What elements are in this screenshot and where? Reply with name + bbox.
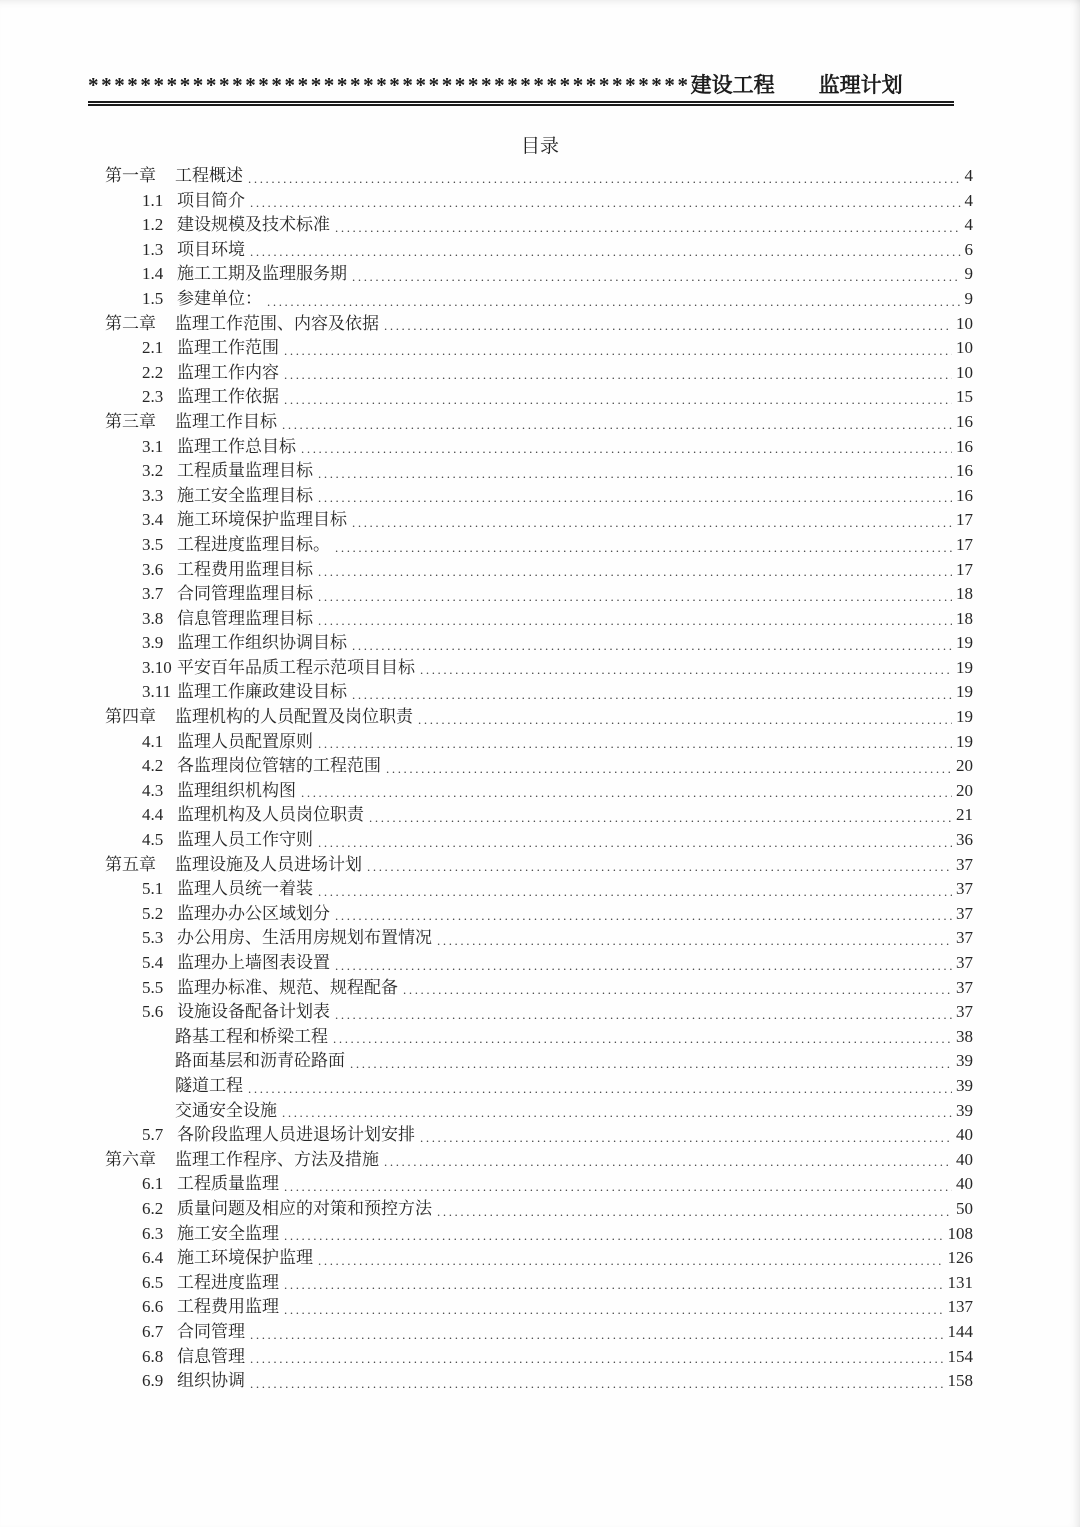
toc-entry-label: 监理工作范围	[177, 338, 279, 358]
toc-entry	[105, 1295, 973, 1320]
toc-entry-page: 17	[956, 559, 973, 579]
toc-leader-dots	[335, 213, 961, 238]
toc-entry-number: 6.8	[142, 1346, 164, 1366]
toc-entry-number: 6.1	[142, 1174, 164, 1194]
toc-entry	[105, 853, 973, 878]
toc-entry-page: 16	[956, 411, 973, 431]
toc-entry-label: 办公用房、生活用房规划布置情况	[177, 928, 432, 948]
toc-entry	[105, 1246, 973, 1271]
toc-entry	[105, 361, 973, 386]
toc-entry-page: 37	[956, 854, 973, 874]
toc-entry	[105, 459, 973, 484]
toc-entry-label: 监理人员工作守则	[177, 830, 313, 850]
toc-entry-number: 1.1	[142, 190, 164, 210]
toc-entry-number: 3.7	[142, 584, 164, 604]
toc-leader-dots	[318, 558, 952, 583]
toc-entry-number: 1.3	[142, 239, 164, 259]
toc-entry	[105, 1222, 973, 1247]
toc-entry-page: 40	[956, 1125, 973, 1145]
toc-leader-dots	[386, 754, 952, 779]
toc-leader-dots	[284, 1295, 944, 1320]
toc-entry-number: 6.7	[142, 1321, 164, 1341]
toc-entry-label: 工程费用监理	[177, 1297, 279, 1317]
toc-entry-label: 监理工作内容	[177, 362, 279, 382]
toc-entry-page: 17	[956, 534, 973, 554]
toc-entry-label: 建设规模及技术标准	[177, 215, 330, 235]
toc-entry-page: 18	[956, 608, 973, 628]
toc-entry-number: 6.2	[142, 1198, 164, 1218]
toc-entry-page: 39	[956, 1075, 973, 1095]
toc-entry-page: 38	[956, 1026, 973, 1046]
toc-entry	[105, 1148, 973, 1173]
toc-leader-dots	[335, 533, 952, 558]
toc-entry-page: 154	[947, 1346, 973, 1366]
toc-entry-number: 2.3	[142, 387, 164, 407]
toc-entry-label: 监理设施及人员进场计划	[175, 854, 362, 874]
toc-entry	[105, 1320, 973, 1345]
header-stars: **********************************************	[88, 73, 691, 97]
toc-leader-dots	[335, 951, 952, 976]
toc-entry-page: 4	[964, 166, 973, 185]
toc-entry	[105, 1197, 973, 1222]
toc-entry	[105, 508, 973, 533]
toc-entry-page: 19	[956, 707, 973, 727]
toc-entry-number: 第六章	[105, 1149, 156, 1169]
toc-entry	[105, 828, 973, 853]
toc-entry-label: 平安百年品质工程示范项目目标	[177, 657, 415, 677]
toc-entry-label: 施工环境保护监理目标	[177, 510, 347, 530]
toc-entry-label: 施工工期及监理服务期	[177, 264, 347, 284]
toc-leader-dots	[418, 705, 952, 730]
toc-entry-page: 158	[947, 1371, 973, 1391]
toc-leader-dots	[420, 1123, 952, 1148]
toc-leader-dots	[352, 631, 952, 656]
toc-leader-dots	[318, 582, 952, 607]
toc-leader-dots	[437, 1197, 952, 1222]
toc-leader-dots	[284, 361, 952, 386]
toc-entry-label: 监理机构及人员岗位职责	[177, 805, 364, 825]
toc-entry-number: 2.1	[142, 338, 164, 358]
toc-entry-label: 路基工程和桥梁工程	[175, 1026, 328, 1046]
toc-leader-dots	[248, 1074, 952, 1099]
header-title-doc-type: 监理计划	[818, 73, 903, 97]
toc-entry-number: 5.5	[142, 977, 164, 997]
toc-leader-dots	[403, 976, 952, 1001]
toc-entry-number: 4.5	[142, 830, 164, 850]
toc-entry-number: 3.2	[142, 461, 164, 481]
toc-entry-label: 合同管理监理目标	[177, 584, 313, 604]
toc-entry-label: 各监理岗位管辖的工程范围	[177, 756, 381, 776]
toc-entry	[105, 1345, 973, 1370]
toc-leader-dots	[352, 508, 952, 533]
toc-entry	[105, 1123, 973, 1148]
toc-entry-page: 10	[956, 338, 973, 358]
toc-entry-label: 监理工作目标	[175, 411, 277, 431]
toc-entry	[105, 336, 973, 361]
toc-entry-number: 5.1	[142, 879, 164, 899]
toc-entry-number: 4.4	[142, 805, 164, 825]
toc-entry	[105, 779, 973, 804]
toc-entry-page: 10	[956, 362, 973, 382]
toc-entry-number: 5.3	[142, 928, 164, 948]
toc-entry-label: 工程进度监理	[177, 1272, 279, 1292]
toc-entry	[105, 1049, 973, 1074]
toc-entry-label: 信息管理	[177, 1346, 245, 1366]
toc-entry-label: 监理工作程序、方法及措施	[175, 1149, 379, 1169]
toc-entry	[105, 803, 973, 828]
toc-leader-dots	[384, 1148, 952, 1173]
toc-entry	[105, 902, 973, 927]
toc-entry	[105, 1025, 973, 1050]
toc-leader-dots	[250, 238, 961, 263]
toc-leader-dots	[284, 336, 952, 361]
toc-entry-page: 37	[956, 953, 973, 972]
toc-entry	[105, 754, 973, 779]
toc-entry	[105, 1000, 973, 1025]
toc-entry	[105, 312, 973, 337]
toc-entry-number: 2.2	[142, 362, 164, 382]
header-title-project: 建设工程	[690, 73, 775, 97]
toc-leader-dots	[284, 1172, 952, 1197]
toc-entry-number: 3.5	[142, 534, 164, 554]
toc-entry-label: 工程质量监理目标	[177, 461, 313, 481]
toc-leader-dots	[318, 828, 952, 853]
toc-entry-number: 第五章	[105, 854, 156, 874]
toc-entry-number: 3.11	[142, 682, 172, 702]
toc-entry-label: 项目简介	[177, 190, 245, 210]
toc-entry-number: 1.2	[142, 215, 164, 235]
toc-entry-number: 6.9	[142, 1371, 164, 1391]
toc-entry-number: 4.1	[142, 731, 164, 751]
toc-entry-page: 4	[964, 190, 973, 210]
toc-entry-number: 6.5	[142, 1272, 164, 1292]
toc-entry-number: 3.10	[142, 657, 172, 677]
toc-entry-label: 施工安全监理	[177, 1223, 279, 1243]
toc-leader-dots	[282, 410, 952, 435]
toc-leader-dots	[248, 164, 961, 189]
toc-entry-label: 组织协调	[177, 1371, 245, 1391]
toc-entry-number: 第四章	[105, 707, 156, 727]
toc-entry	[105, 287, 973, 312]
toc-entry	[105, 533, 973, 558]
toc-entry-label: 路面基层和沥青砼路面	[175, 1051, 345, 1071]
toc-leader-dots	[333, 1025, 952, 1050]
toc-entry	[105, 1074, 973, 1099]
toc-entry	[105, 385, 973, 410]
toc-leader-dots	[250, 189, 961, 214]
toc-entry	[105, 435, 973, 460]
toc-entry-label: 工程概述	[175, 166, 243, 185]
toc-leader-dots	[301, 435, 952, 460]
toc-entry-label: 监理办上墙图表设置	[177, 953, 330, 972]
toc-leader-dots	[369, 803, 952, 828]
toc-entry-page: 9	[964, 288, 973, 308]
toc-entry-number: 第一章	[105, 166, 156, 185]
toc-entry	[105, 484, 973, 509]
toc-entry-page: 18	[956, 584, 973, 604]
toc-entry	[105, 951, 973, 976]
toc-leader-dots	[318, 1246, 944, 1271]
toc-entry-label: 监理人员统一着装	[177, 879, 313, 899]
toc-entry-page: 20	[956, 780, 973, 800]
toc-entry-number: 3.6	[142, 559, 164, 579]
toc-entry	[105, 238, 973, 263]
toc-entry	[105, 582, 973, 607]
toc-entry-label: 工程进度监理目标。	[177, 534, 330, 554]
toc-leader-dots	[335, 1000, 952, 1025]
toc-leader-dots	[318, 877, 952, 902]
toc-leader-dots	[318, 484, 952, 509]
toc-entry	[105, 631, 973, 656]
toc-entry-page: 36	[956, 830, 973, 850]
toc-entry-number: 3.3	[142, 485, 164, 505]
toc-entry-page: 50	[956, 1198, 973, 1218]
toc-leader-dots	[350, 1049, 952, 1074]
toc-entry-label: 监理工作组织协调目标	[177, 633, 347, 653]
toc-entry-page: 137	[947, 1297, 973, 1317]
toc-entry-page: 19	[956, 731, 973, 751]
toc-entry-page: 4	[964, 215, 973, 235]
toc-entry-label: 施工环境保护监理	[177, 1248, 313, 1268]
toc-entry-number: 第二章	[105, 313, 156, 333]
toc-entry-label: 合同管理	[177, 1321, 245, 1341]
toc-entry-number: 5.2	[142, 903, 164, 923]
toc-entry-number: 6.3	[142, 1223, 164, 1243]
toc-leader-dots	[420, 656, 952, 681]
toc-entry-page: 19	[956, 657, 973, 677]
toc-entry-label: 参建单位：	[177, 288, 262, 308]
toc-entry-number: 4.2	[142, 756, 164, 776]
toc-entry	[105, 926, 973, 951]
toc-entry-page: 16	[956, 461, 973, 481]
toc-entry-page: 37	[956, 903, 973, 923]
toc-leader-dots	[352, 262, 961, 287]
toc-leader-dots	[267, 287, 961, 312]
toc-entry-label: 监理工作廉政建设目标	[177, 682, 347, 702]
toc-entry	[105, 730, 973, 755]
toc-leader-dots	[318, 459, 952, 484]
toc-entry	[105, 656, 973, 681]
toc-entry-number: 第三章	[105, 411, 156, 431]
toc-entry-number: 5.7	[142, 1125, 164, 1145]
toc-entry	[105, 607, 973, 632]
toc-entry-label: 施工安全监理目标	[177, 485, 313, 505]
toc-leader-dots	[367, 853, 952, 878]
toc-entry-page: 126	[947, 1248, 973, 1268]
toc-entry-page: 19	[956, 682, 973, 702]
toc-entry-page: 37	[956, 928, 973, 948]
toc-leader-dots	[284, 385, 952, 410]
toc-leader-dots	[284, 1222, 944, 1247]
toc-entry-label: 隧道工程	[175, 1075, 243, 1095]
toc-entry	[105, 1271, 973, 1296]
toc-list	[105, 164, 973, 1394]
toc-entry-number: 6.6	[142, 1297, 164, 1317]
toc-entry-page: 144	[947, 1321, 973, 1341]
toc-entry-label: 项目环境	[177, 239, 245, 259]
toc-entry-number: 5.4	[142, 953, 164, 972]
toc-entry-label: 交通安全设施	[175, 1100, 277, 1120]
toc-entry	[105, 976, 973, 1001]
toc-entry-page: 40	[956, 1174, 973, 1194]
toc-entry-page: 37	[956, 879, 973, 899]
toc-entry-label: 质量问题及相应的对策和预控方法	[177, 1198, 432, 1218]
toc-entry	[105, 213, 973, 238]
toc-entry-label: 监理办办公区域划分	[177, 903, 330, 923]
toc-leader-dots	[437, 926, 952, 951]
toc-entry-page: 9	[964, 264, 973, 284]
toc-entry-page: 131	[947, 1272, 973, 1292]
toc-entry	[105, 877, 973, 902]
toc-entry-number: 3.1	[142, 436, 164, 456]
toc-entry-label: 信息管理监理目标	[177, 608, 313, 628]
toc-entry-page: 10	[956, 313, 973, 333]
toc-entry-label: 监理办标准、规范、规程配备	[177, 977, 398, 997]
toc-entry	[105, 680, 973, 705]
toc-entry-number: 3.9	[142, 633, 164, 653]
toc-leader-dots	[352, 680, 952, 705]
toc-entry-number: 1.5	[142, 288, 164, 308]
toc-leader-dots	[282, 1099, 952, 1124]
toc-entry-page: 16	[956, 436, 973, 456]
toc-leader-dots	[335, 902, 952, 927]
toc-entry-page: 6	[964, 239, 973, 259]
toc-leader-dots	[318, 730, 952, 755]
toc-entry-number: 3.8	[142, 608, 164, 628]
toc-entry-page: 19	[956, 633, 973, 653]
toc-entry-label: 监理人员配置原则	[177, 731, 313, 751]
toc-entry-page: 40	[956, 1149, 973, 1169]
toc-entry-label: 监理工作依据	[177, 387, 279, 407]
toc-entry-page: 39	[956, 1100, 973, 1120]
toc-entry-page: 17	[956, 510, 973, 530]
toc-entry-label: 设施设备配备计划表	[177, 1002, 330, 1022]
toc-title: 目录	[520, 136, 559, 157]
toc-entry-label: 监理组织机构图	[177, 780, 296, 800]
toc-entry	[105, 1369, 973, 1394]
toc-entry-label: 工程质量监理	[177, 1174, 279, 1194]
toc-entry-number: 1.4	[142, 264, 164, 284]
toc-entry-page: 108	[947, 1223, 973, 1243]
toc-entry-label: 各阶段监理人员进退场计划安排	[177, 1125, 415, 1145]
toc-entry	[105, 705, 973, 730]
toc-entry-page: 39	[956, 1051, 973, 1071]
document-header	[88, 72, 954, 106]
toc-entry-label: 工程费用监理目标	[177, 559, 313, 579]
toc-entry-page: 37	[956, 977, 973, 997]
toc-entry-label: 监理工作总目标	[177, 436, 296, 456]
toc-entry	[105, 1099, 973, 1124]
toc-entry-number: 5.6	[142, 1002, 164, 1022]
toc-leader-dots	[250, 1345, 944, 1370]
toc-leader-dots	[250, 1369, 944, 1394]
toc-leader-dots	[284, 1271, 944, 1296]
toc-entry-page: 16	[956, 485, 973, 505]
toc-entry	[105, 164, 973, 189]
toc-entry-label: 监理工作范围、内容及依据	[175, 313, 379, 333]
toc-leader-dots	[318, 607, 952, 632]
toc-leader-dots	[250, 1320, 944, 1345]
toc-leader-dots	[301, 779, 952, 804]
toc-entry-number: 4.3	[142, 780, 164, 800]
toc-entry-page: 37	[956, 1002, 973, 1022]
toc-entry-page: 15	[956, 387, 973, 407]
toc-entry	[105, 189, 973, 214]
toc-entry-number: 3.4	[142, 510, 164, 530]
toc-entry	[105, 558, 973, 583]
toc-entry-number: 6.4	[142, 1248, 164, 1268]
toc-leader-dots	[384, 312, 952, 337]
toc-entry	[105, 410, 973, 435]
toc-entry-page: 20	[956, 756, 973, 776]
toc-entry-label: 监理机构的人员配置及岗位职责	[175, 707, 413, 727]
toc-entry	[105, 1172, 973, 1197]
toc-entry	[105, 262, 973, 287]
toc-entry-page: 21	[956, 805, 973, 825]
